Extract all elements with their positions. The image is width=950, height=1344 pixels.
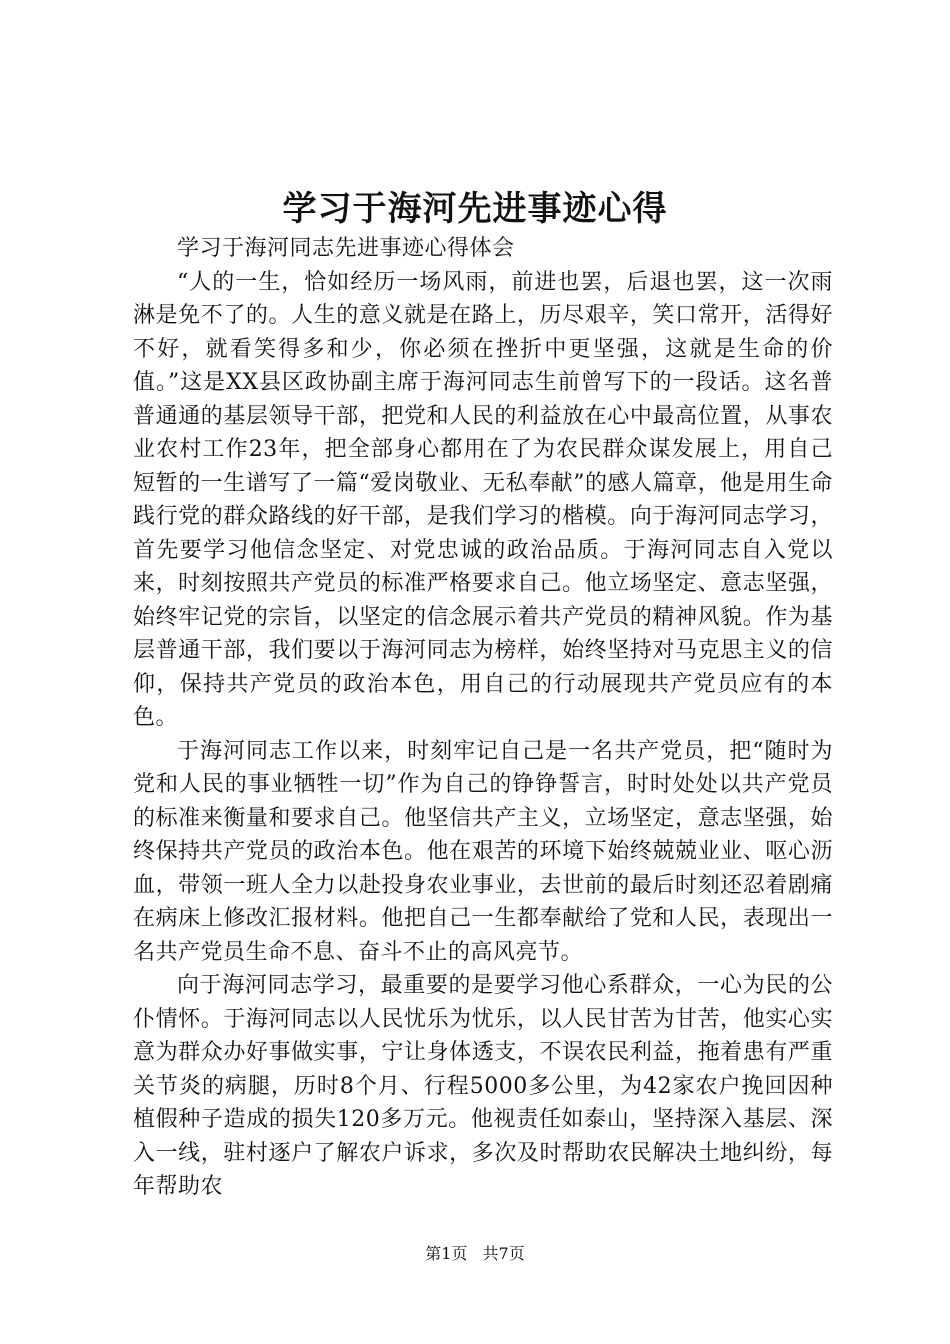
document-title: 学习于海河先进事迹心得: [282, 189, 668, 229]
paragraph: 向于海河同志学习，最重要的是要学习他心系群众，一心为民的公仆情怀。于海河同志以人民忧乐为忧乐，以人民甘苦为甘苦，他实心实意为群众办好事做实事，宁让身体透支，不误农民利益，拖着患有严重关节炎的病腿，历时8个月、行程5000多公里，为42家农户挽回因种植假种子造成的损失120多万元。他视责任如泰山，坚持深入基层、深入一线，驻村逐户了解农户诉求，多次及时帮助农民解决土地纠纷，每年帮助农: [133, 973, 833, 1199]
page-total: 共7页: [482, 1244, 525, 1263]
paragraph-subtitle: 学习于海河同志先进事迹心得体会: [177, 236, 515, 261]
document-body: [133, 232, 833, 1204]
paragraph: 于海河同志工作以来，时刻牢记自己是一名共产党员，把“随时为党和人民的事业牺牲一切”作为自己的铮铮誓言，时时处处以共产党员的标准来衡量和要求自己。他坚信共产主义，立场坚定，意志坚强，始终保持共产党员的政治本色。他在艰苦的环境下始终兢兢业业、呕心沥血，带领一班人全力以赴投身农业事业，去世前的最后时刻还忍着剧痛在病床上修改汇报材料。他把自己一生都奉献给了党和人民，表现出一名共产党员生命不息、奋斗不止的高风亮节。: [133, 738, 833, 965]
page-footer: [0, 1242, 950, 1266]
page-number: 第1页: [425, 1244, 468, 1263]
paragraph: “人的一生，恰如经历一场风雨，前进也罢，后退也罢，这一次雨淋是免不了的。人生的意义就是在路上，历尽艰辛，笑口常开，活得好不好，就看笑得多和少，你必须在挫折中更坚强，这就是生命的价值。”这是XX县区政协副主席于海河同志生前曾写下的一段话。这名普普通通的基层领导干部，把党和人民的利益放在心中最高位置，从事农业农村工作23年，把全部身心都用在了为农民群众谋发展上，用自己短暂的一生谱写了一篇“爱岗敬业、无私奉献”的感人篇章，他是用生命践行党的群众路线的好干部，是我们学习的楷模。向于海河同志学习，首先要学习他信念坚定、对党忠诚的政治品质。于海河同志自入党以来，时刻按照共产党员的标准严格要求自己。他立场坚定、意志坚强，始终牢记党的宗旨，以坚定的信念展示着共产党员的精神风貌。作为基层普通干部，我们要以于海河同志为榜样，始终坚持对马克思主义的信仰，保持共产党员的政治本色，用自己的行动展现共产党员应有的本色。: [133, 269, 833, 730]
